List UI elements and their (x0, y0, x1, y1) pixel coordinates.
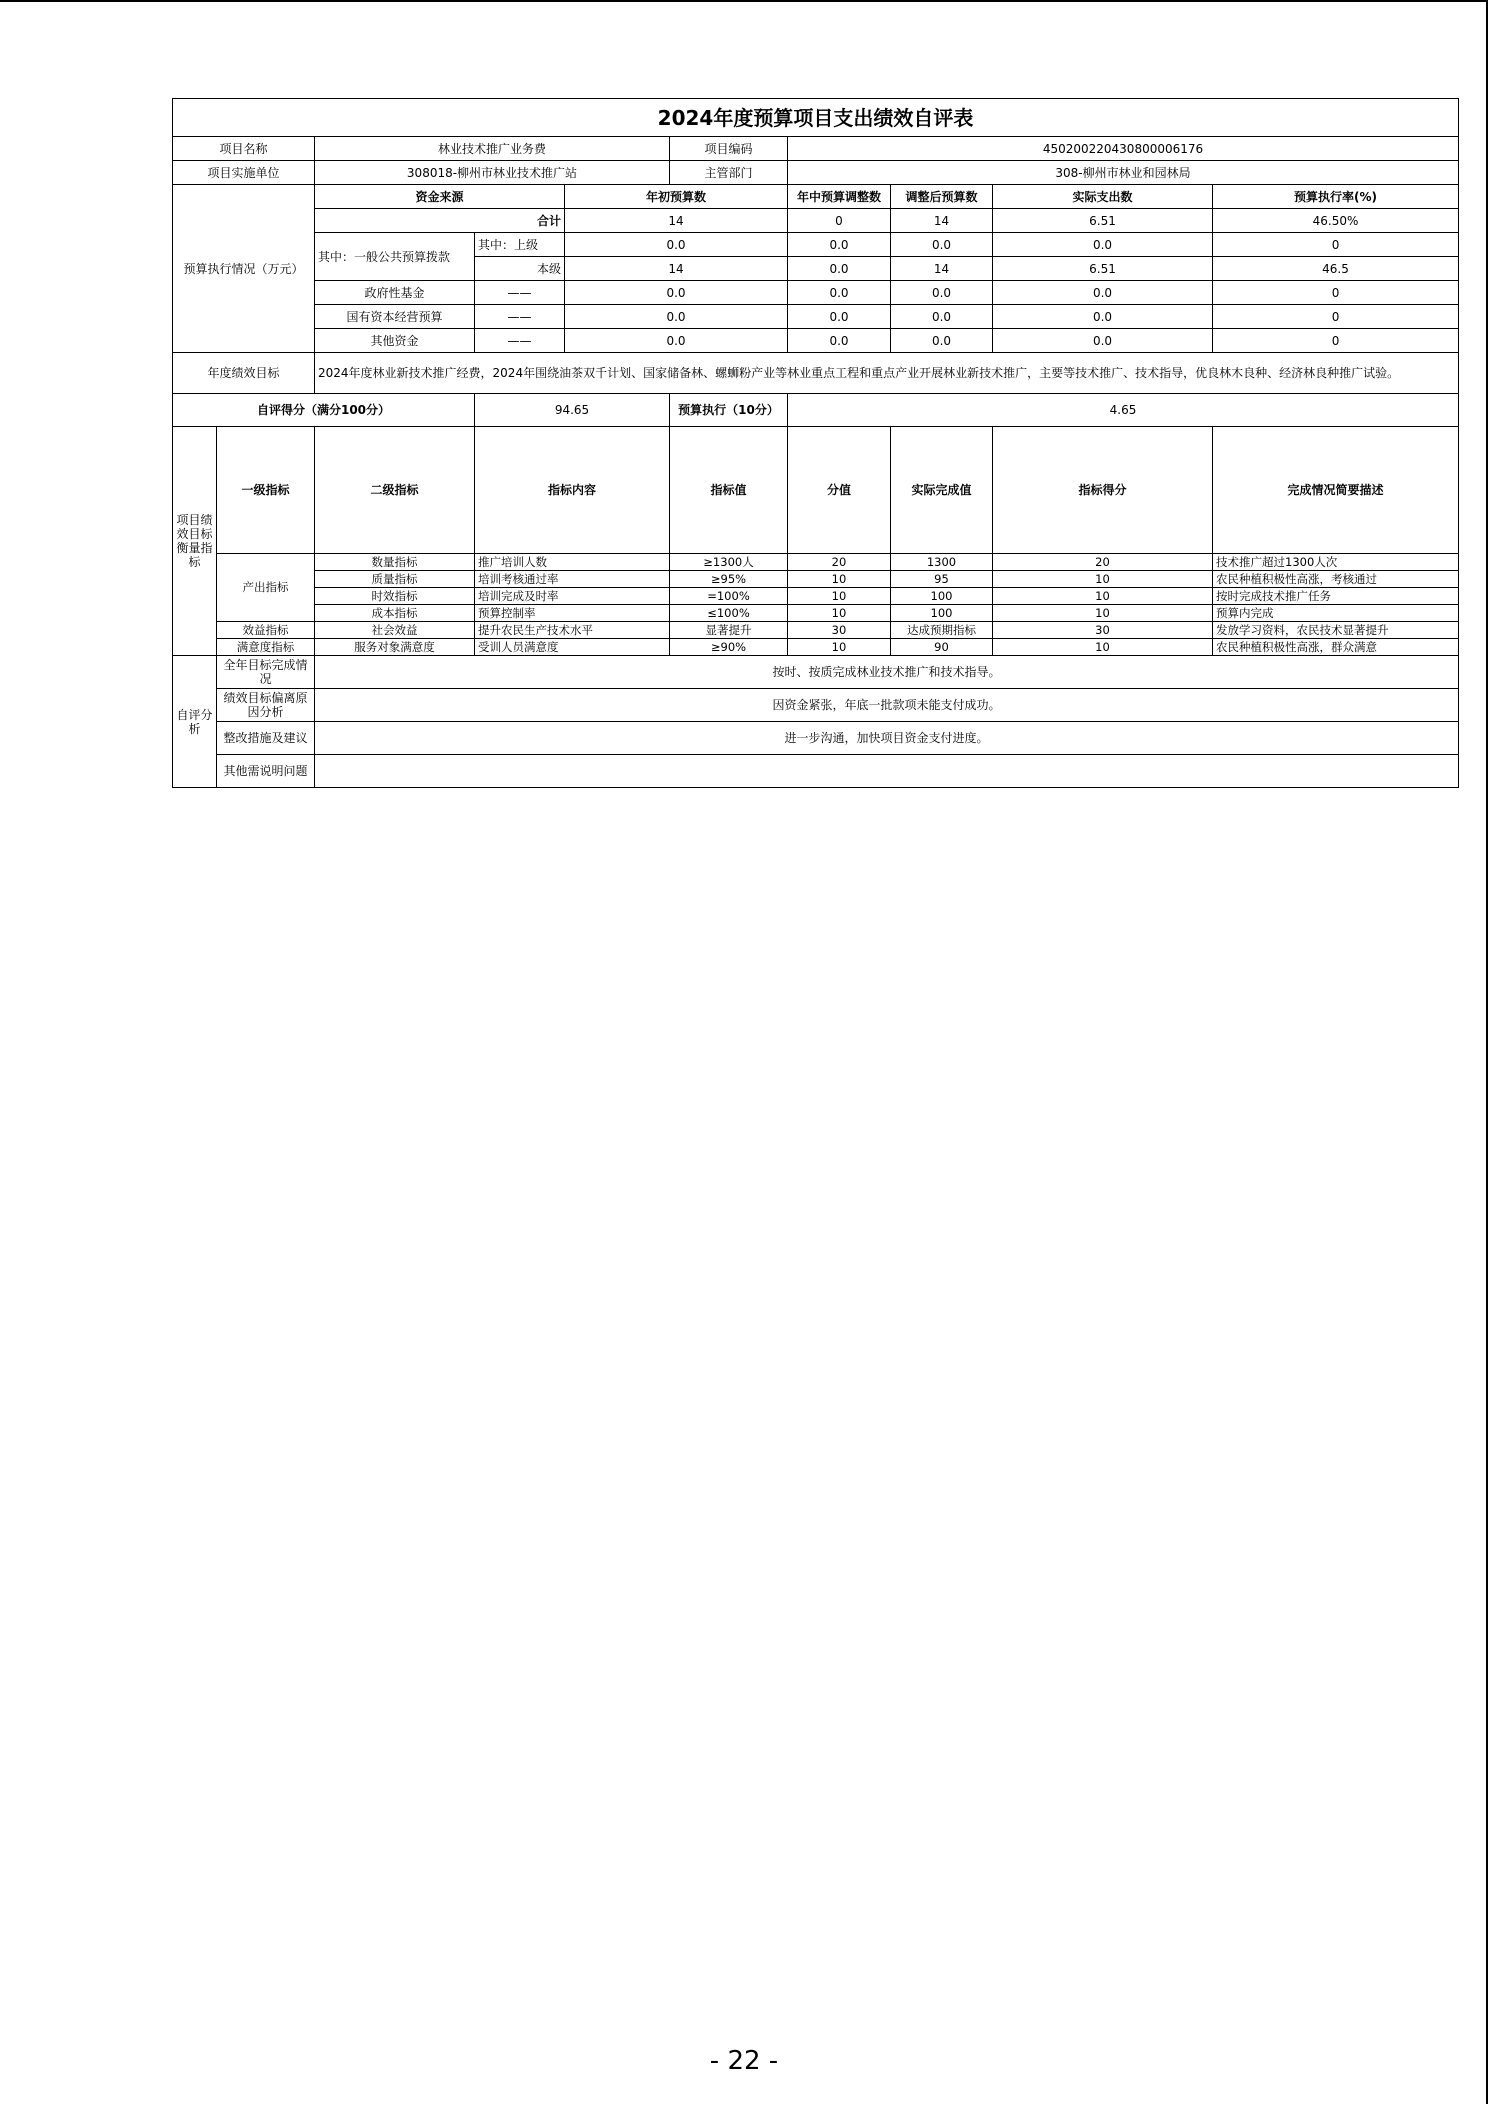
supervisor-dept-label: 主管部门 (670, 161, 788, 185)
indicator-score: 20 (993, 554, 1213, 571)
indicator-desc: 农民种植积极性高涨，群众满意 (1213, 639, 1459, 656)
indicator-target: ≥90% (670, 639, 788, 656)
indicator-content: 提升农民生产技术水平 (475, 622, 670, 639)
indicator-weight: 10 (788, 639, 891, 656)
budget-header-adjust: 年中预算调整数 (788, 185, 891, 209)
budget-other-adjusted: 0.0 (891, 329, 993, 353)
analysis-item-label: 绩效目标偏离原因分析 (217, 689, 315, 722)
budget-section-label: 预算执行情况（万元） (173, 185, 315, 353)
budget-upper-initial: 0.0 (565, 233, 788, 257)
indicator-target: =100% (670, 588, 788, 605)
budget-state-capital-dash: —— (475, 305, 565, 329)
budget-upper-rate: 0 (1213, 233, 1459, 257)
analysis-item-label: 全年目标完成情况 (217, 656, 315, 689)
budget-state-capital-rate: 0 (1213, 305, 1459, 329)
indicator-level2: 时效指标 (315, 588, 475, 605)
budget-local-adjust: 0.0 (788, 257, 891, 281)
indicator-score: 10 (993, 605, 1213, 622)
budget-state-capital-initial: 0.0 (565, 305, 788, 329)
budget-header-actual: 实际支出数 (993, 185, 1213, 209)
indicator-score: 10 (993, 571, 1213, 588)
indicator-weight: 10 (788, 571, 891, 588)
indicator-level2: 质量指标 (315, 571, 475, 588)
annual-goal-label: 年度绩效目标 (173, 353, 315, 394)
analysis-item-label: 其他需说明问题 (217, 755, 315, 788)
indicator-content: 培训考核通过率 (475, 571, 670, 588)
budget-state-capital-adjusted: 0.0 (891, 305, 993, 329)
indicator-section-label: 项目绩效目标衡量指标 (173, 427, 217, 656)
project-code-label: 项目编码 (670, 137, 788, 161)
top-border-line (0, 0, 1488, 2)
budget-upper-label: 其中：上级 (475, 233, 565, 257)
indicator-desc: 农民种植积极性高涨，考核通过 (1213, 571, 1459, 588)
performance-evaluation-table (172, 98, 1459, 788)
indicator-target: ≤100% (670, 605, 788, 622)
budget-other-actual: 0.0 (993, 329, 1213, 353)
project-unit-label: 项目实施单位 (173, 161, 315, 185)
indicator-row (173, 639, 1459, 656)
budget-header-adjusted: 调整后预算数 (891, 185, 993, 209)
budget-upper-actual: 0.0 (993, 233, 1213, 257)
indicator-header-content: 指标内容 (475, 427, 670, 554)
indicator-actual: 达成预期指标 (891, 622, 993, 639)
indicator-level1: 效益指标 (217, 622, 315, 639)
indicator-row (173, 554, 1459, 571)
indicator-content: 培训完成及时率 (475, 588, 670, 605)
budget-fund-adjusted: 0.0 (891, 281, 993, 305)
supervisor-dept: 308-柳州市林业和园林局 (788, 161, 1459, 185)
indicator-content: 受训人员满意度 (475, 639, 670, 656)
indicator-desc: 技术推广超过1300人次 (1213, 554, 1459, 571)
indicator-level2: 数量指标 (315, 554, 475, 571)
indicator-header-actual: 实际完成值 (891, 427, 993, 554)
indicator-header-score: 指标得分 (993, 427, 1213, 554)
budget-total-initial: 14 (565, 209, 788, 233)
annual-goal-text: 2024年度林业新技术推广经费，2024年围绕油茶双千计划、国家储备林、螺蛳粉产业等林业重点工程和重点产业开展林业新技术推广，主要等技术推广、技术指导，优良林木良种、经济林良种推广试验。 (315, 353, 1459, 394)
indicator-header-desc: 完成情况简要描述 (1213, 427, 1459, 554)
project-name: 林业技术推广业务费 (315, 137, 670, 161)
indicator-actual: 95 (891, 571, 993, 588)
indicator-content: 预算控制率 (475, 605, 670, 622)
analysis-row (173, 689, 1459, 722)
budget-total-adjust: 0 (788, 209, 891, 233)
analysis-item-text: 进一步沟通，加快项目资金支付进度。 (315, 722, 1459, 755)
indicator-header-weight: 分值 (788, 427, 891, 554)
budget-fund-initial: 0.0 (565, 281, 788, 305)
budget-header-source: 资金来源 (315, 185, 565, 209)
indicator-header-target: 指标值 (670, 427, 788, 554)
project-name-label: 项目名称 (173, 137, 315, 161)
budget-header-rate: 预算执行率(%) (1213, 185, 1459, 209)
indicator-score: 10 (993, 588, 1213, 605)
indicator-level2: 服务对象满意度 (315, 639, 475, 656)
project-unit: 308018-柳州市林业技术推广站 (315, 161, 670, 185)
budget-other-dash: —— (475, 329, 565, 353)
indicator-score: 10 (993, 639, 1213, 656)
budget-local-initial: 14 (565, 257, 788, 281)
indicator-row (173, 622, 1459, 639)
analysis-row (173, 656, 1459, 689)
budget-fund-label: 政府性基金 (315, 281, 475, 305)
analysis-row (173, 722, 1459, 755)
indicator-actual: 100 (891, 588, 993, 605)
budget-total-label: 合计 (315, 209, 565, 233)
indicator-header-level1: 一级指标 (217, 427, 315, 554)
budget-total-rate: 46.50% (1213, 209, 1459, 233)
indicator-row (173, 571, 1459, 588)
budget-total-actual: 6.51 (993, 209, 1213, 233)
self-score-label: 自评得分（满分100分） (173, 394, 475, 427)
budget-other-initial: 0.0 (565, 329, 788, 353)
budget-fund-rate: 0 (1213, 281, 1459, 305)
indicator-target: 显著提升 (670, 622, 788, 639)
indicator-weight: 10 (788, 605, 891, 622)
project-code: 450200220430800006176 (788, 137, 1459, 161)
analysis-section-label: 自评分析 (173, 656, 217, 788)
analysis-item-text (315, 755, 1459, 788)
budget-state-capital-actual: 0.0 (993, 305, 1213, 329)
analysis-item-label: 整改措施及建议 (217, 722, 315, 755)
budget-total-adjusted: 14 (891, 209, 993, 233)
indicator-actual: 100 (891, 605, 993, 622)
budget-header-initial: 年初预算数 (565, 185, 788, 209)
budget-fund-dash: —— (475, 281, 565, 305)
indicator-level2: 社会效益 (315, 622, 475, 639)
indicator-level1-output: 产出指标 (217, 554, 315, 622)
budget-other-label: 其他资金 (315, 329, 475, 353)
indicator-row (173, 588, 1459, 605)
budget-fund-actual: 0.0 (993, 281, 1213, 305)
indicator-content: 推广培训人数 (475, 554, 670, 571)
budget-local-label: 本级 (475, 257, 565, 281)
budget-state-capital-adjust: 0.0 (788, 305, 891, 329)
indicator-weight: 30 (788, 622, 891, 639)
budget-exec-score-value: 4.65 (788, 394, 1459, 427)
indicator-desc: 预算内完成 (1213, 605, 1459, 622)
indicator-weight: 20 (788, 554, 891, 571)
analysis-item-text: 因资金紧张，年底一批款项未能支付成功。 (315, 689, 1459, 722)
indicator-level2: 成本指标 (315, 605, 475, 622)
page-number: - 22 - (709, 2046, 779, 2076)
indicator-row (173, 605, 1459, 622)
indicator-target: ≥1300人 (670, 554, 788, 571)
budget-other-adjust: 0.0 (788, 329, 891, 353)
budget-exec-score-label: 预算执行（10分） (670, 394, 788, 427)
indicator-score: 30 (993, 622, 1213, 639)
indicator-desc: 发放学习资料，农民技术显著提升 (1213, 622, 1459, 639)
self-score-value: 94.65 (475, 394, 670, 427)
indicator-desc: 按时完成技术推广任务 (1213, 588, 1459, 605)
indicator-weight: 10 (788, 588, 891, 605)
indicator-level1: 满意度指标 (217, 639, 315, 656)
general-budget-label: 其中：一般公共预算拨款 (315, 233, 475, 281)
analysis-item-text: 按时、按质完成林业技术推广和技术指导。 (315, 656, 1459, 689)
budget-upper-adjusted: 0.0 (891, 233, 993, 257)
analysis-row (173, 755, 1459, 788)
form-title: 2024年度预算项目支出绩效自评表 (173, 99, 1459, 137)
indicator-actual: 1300 (891, 554, 993, 571)
budget-state-capital-label: 国有资本经营预算 (315, 305, 475, 329)
budget-local-adjusted: 14 (891, 257, 993, 281)
budget-local-actual: 6.51 (993, 257, 1213, 281)
budget-other-rate: 0 (1213, 329, 1459, 353)
budget-fund-adjust: 0.0 (788, 281, 891, 305)
indicator-header-level2: 二级指标 (315, 427, 475, 554)
indicator-actual: 90 (891, 639, 993, 656)
budget-upper-adjust: 0.0 (788, 233, 891, 257)
budget-local-rate: 46.5 (1213, 257, 1459, 281)
indicator-target: ≥95% (670, 571, 788, 588)
